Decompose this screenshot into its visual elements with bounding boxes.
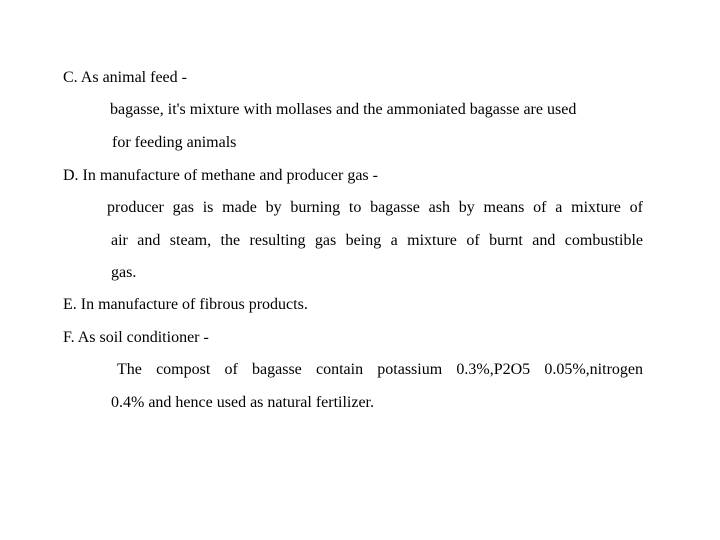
section-c-heading: C. As animal feed -: [63, 69, 187, 86]
section-d-line-3: gas.: [111, 264, 137, 281]
section-f-heading: F. As soil conditioner -: [63, 329, 209, 346]
section-d-line-1: producer gas is made by burning to bagasse ash by means of a mixture of: [107, 199, 643, 216]
section-d-line-2: air and steam, the resulting gas being a mixture of burnt and combustible: [111, 232, 643, 249]
section-c-line-1: bagasse, it's mixture with mollases and the ammoniated bagasse are used: [110, 101, 577, 118]
section-e-heading: E. In manufacture of fibrous products.: [63, 296, 308, 313]
section-f-line-2: 0.4% and hence used as natural fertilizer.: [111, 394, 374, 411]
section-f-line-1: The compost of bagasse contain potassium 0.3%,P2O5 0.05%,nitrogen: [117, 361, 643, 378]
section-d-heading: D. In manufacture of methane and producer gas -: [63, 167, 378, 184]
section-c-line-2: for feeding animals: [112, 134, 237, 151]
